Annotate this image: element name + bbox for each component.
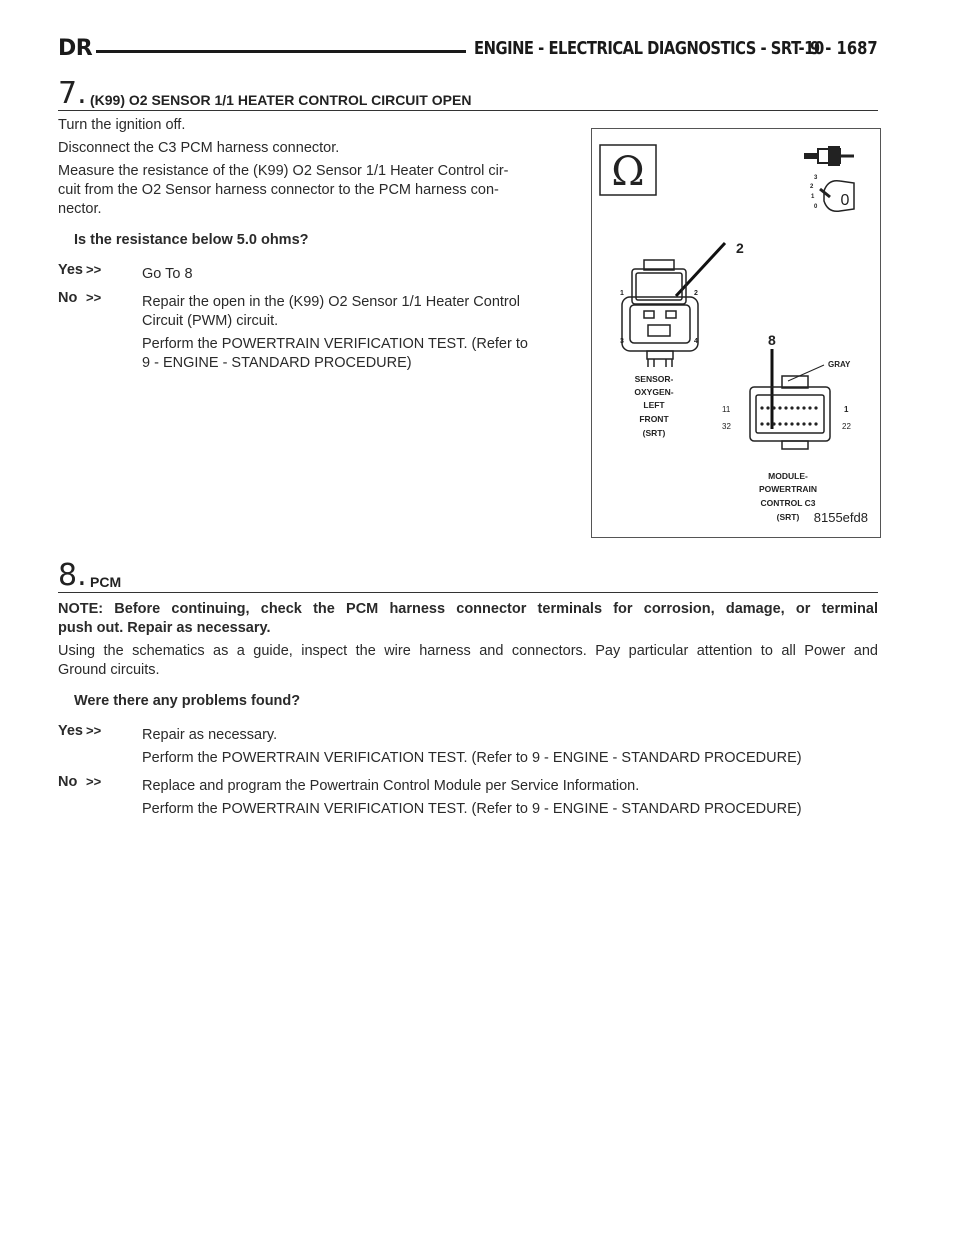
step-8-note-line-1: NOTE: Before continuing, check the PCM harness connector terminals for corrosion, damage, or terminal [58,601,878,617]
step-7-no [58,290,578,373]
svg-text:OXYGEN-: OXYGEN- [634,387,674,397]
svg-text:LEFT: LEFT [643,400,665,410]
step-8-line-1: Using the schematics as a guide, inspect the wire harness and connectors. Pay particular attention to all Power and [58,643,878,659]
svg-text:2: 2 [694,290,698,297]
step-7-line-2: Disconnect the C3 PCM harness connector. [58,140,340,156]
step-8-title: PCM [90,574,122,590]
step-8-yes-line-2: Perform the POWERTRAIN VERIFICATION TEST. (Refer to 9 - ENGINE - STANDARD PROCEDURE) [142,750,802,766]
svg-text:1: 1 [844,405,849,414]
header-rule [96,50,466,53]
step-7-line-4: cuit from the O2 Sensor harness connector to the PCM harness con- [58,182,499,198]
svg-text:SENSOR-: SENSOR- [634,374,674,384]
step-8-no-line-1: Replace and program the Powertrain Control Module per Service Information. [142,778,640,794]
callout-2: 2 [736,240,744,256]
svg-text:(SRT): (SRT) [776,512,800,522]
step-7-no-key: No [58,290,78,306]
step-7-no-line-2: Circuit (PWM) circuit. [142,313,279,329]
header-model: DR [58,36,93,61]
svg-text:2: 2 [810,184,814,190]
svg-text:(SRT): (SRT) [642,428,666,438]
header-title: ENGINE - ELECTRICAL DIAGNOSTICS - SRT-10 [474,38,824,59]
step-7-no-line-4: 9 - ENGINE - STANDARD PROCEDURE) [142,355,412,371]
step-8-yes [58,723,878,768]
pcm-connector-icon [750,376,830,449]
svg-text:32: 32 [722,422,731,431]
multimeter-icon [804,146,854,166]
svg-text:3: 3 [620,338,624,345]
step-8-no-line-2: Perform the POWERTRAIN VERIFICATION TEST. (Refer to 9 - ENGINE - STANDARD PROCEDURE) [142,801,802,817]
step-8-question: Were there any problems found? [74,693,301,709]
sensor-connector-icon [622,260,698,367]
step-8-no [58,774,878,819]
step-7-yes-arrow: >> [86,262,102,277]
step-7-body [58,116,578,373]
svg-text:3: 3 [814,175,818,181]
step-7-yes-key: Yes [58,262,83,278]
step-8-line-2: Ground circuits. [58,662,160,678]
step-8-note-line-2: push out. Repair as necessary. [58,620,271,636]
step-8-body [58,600,878,819]
step-7-no-line-3: Perform the POWERTRAIN VERIFICATION TEST. (Refer to [142,336,528,352]
svg-text:22: 22 [842,422,851,431]
svg-text:MODULE-: MODULE- [768,471,808,481]
svg-text:4: 4 [694,338,698,345]
step-7-yes-line-1: Go To 8 [142,266,193,282]
step-7 [58,76,878,111]
step-8-yes-line-1: Repair as necessary. [142,727,278,743]
step-7-question: Is the resistance below 5.0 ohms? [74,232,309,248]
svg-text:1: 1 [620,290,624,297]
step-7-line-3: Measure the resistance of the (K99) O2 Sensor 1/1 Heater Control cir- [58,163,509,179]
step-7-title: (K99) O2 SENSOR 1/1 HEATER CONTROL CIRCUIT OPEN [90,92,472,108]
step-7-no-arrow: >> [86,290,102,305]
step-7-number: 7. [58,76,87,111]
step-8-no-arrow: >> [86,774,102,789]
step-7-no-line-1: Repair the open in the (K99) O2 Sensor 1/1 Heater Control [142,294,521,310]
meter-dial-icon [810,175,854,211]
svg-text:11: 11 [722,405,731,414]
sensor-label [634,374,673,438]
step-7-yes [58,262,578,284]
ohm-symbol-icon: Ω [611,149,645,195]
gray-leader [788,365,824,381]
connector-diagram-svg [592,129,880,537]
step-8-yes-arrow: >> [86,723,102,738]
figure-id: 8155efd8 [813,510,868,525]
step-8 [58,558,878,593]
svg-text:1: 1 [811,194,815,200]
step-8-number: 8. [58,558,87,593]
step-7-heading [58,76,878,111]
svg-text:FRONT: FRONT [639,414,669,424]
svg-text:POWERTRAIN: POWERTRAIN [758,484,818,494]
pcm-pins [760,406,817,425]
svg-text:CONTROL C3: CONTROL C3 [760,498,816,508]
header-page-number: 9 - 1687 [810,38,878,59]
svg-text:0: 0 [840,192,850,209]
gray-label: GRAY [828,360,851,369]
step-8-no-key: No [58,774,78,790]
module-label [759,471,817,522]
page-header [58,36,878,64]
step-8-yes-key: Yes [58,723,83,739]
step-7-line-5: nector. [58,201,102,217]
callout-8: 8 [768,332,776,348]
step-7-line-1: Turn the ignition off. [58,117,186,133]
svg-text:0: 0 [814,204,818,210]
step-8-heading [58,558,878,593]
connector-diagram [591,128,881,538]
